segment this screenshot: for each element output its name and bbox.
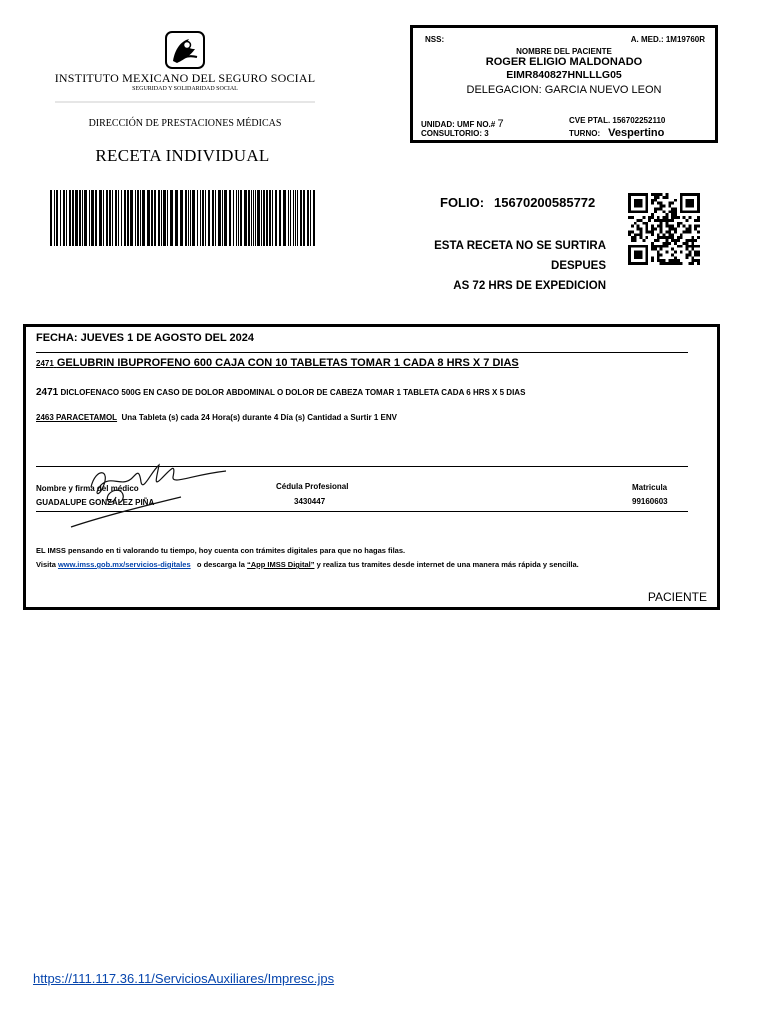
warning-line-2: AS 72 HRS DE EXPEDICION (453, 280, 606, 292)
app-name: “App IMSS Digital” (246, 560, 315, 569)
info-line-2 (36, 560, 579, 569)
info-mid: o descarga la (196, 560, 245, 569)
patient-name-label: NOMBRE DEL PACIENTE (516, 47, 612, 56)
rx-item-3-name: 2463 PARACETAMOL (36, 413, 118, 422)
footer-url-link[interactable]: https://111.117.36.11/ServiciosAuxiliares/Impresc.jps (33, 971, 335, 986)
cedula-value: 3430447 (294, 497, 326, 506)
doctor-name: GUADALUPE GONZALEZ PIÑA (36, 498, 155, 507)
matricula-value: 99160603 (632, 497, 668, 506)
patient-name: ROGER ELIGIO MALDONADO (485, 56, 643, 68)
turno (569, 127, 664, 139)
qr-code-image (628, 193, 700, 265)
rx-item-1 (36, 357, 519, 369)
folio (440, 195, 595, 210)
info-visita: Visita (36, 560, 56, 569)
folio-label: FOLIO: (440, 195, 485, 210)
servicios-digitales-link[interactable]: www.imss.gob.mx/servicios-digitales (57, 560, 191, 569)
nss-label: NSS: (425, 35, 445, 44)
rx-item-2-code: 2471 (36, 387, 59, 398)
expiry-warning (380, 236, 606, 296)
cve-ptal: CVE PTAL. 156702252110 (569, 116, 666, 125)
folio-number: 15670200585772 (494, 195, 596, 210)
divider (36, 352, 688, 353)
delegation: DELEGACION: GARCIA NUEVO LEON (466, 84, 662, 96)
warning-line-1: ESTA RECETA NO SE SURTIRA DESPUES (434, 240, 606, 272)
patient-curp: EIMR840827HNLLLG05 (506, 69, 622, 81)
info-line-1: EL IMSS pensando en ti valorando tu tiempo, hoy cuenta con trámites digitales para que no hagas filas. (36, 546, 406, 555)
rx-item-1-code: 2471 (36, 359, 54, 368)
doctor-signature-image (41, 457, 241, 532)
imss-eagle-logo-icon (165, 31, 205, 69)
turno-label: TURNO: (569, 129, 601, 138)
copy-label: PACIENTE (647, 590, 707, 604)
rx-item-3-text: Una Tableta (s) cada 24 Hora(s) durante 4 Día (s) Cantidad a Surtir 1 ENV (121, 413, 397, 422)
unit-label-text: UNIDAD: UMF NO.# (421, 120, 496, 129)
header-divider (55, 101, 315, 103)
prescription-date: FECHA: JUEVES 1 DE AGOSTO DEL 2024 (36, 332, 255, 344)
info-end: y realiza tus tramites desde internet de una manera más rápida y sencilla. (316, 560, 579, 569)
consultorio: CONSULTORIO: 3 (421, 129, 489, 138)
page-title: RECETA INDIVIDUAL (95, 146, 270, 165)
prescription-box (23, 324, 720, 610)
rx-item-2 (36, 387, 525, 398)
cedula-label: Cédula Profesional (276, 482, 349, 491)
rx-item-3 (36, 413, 397, 422)
barcode-image (50, 190, 316, 246)
turno-value: Vespertino (608, 127, 665, 139)
direccion-label: DIRECCIÓN DE PRESTACIONES MÉDICAS (88, 118, 282, 129)
unit-value: 7 (497, 118, 504, 130)
doctor-label: Nombre y firma del médico (36, 484, 139, 493)
rx-item-1-text: GELUBRIN IBUPROFENO 600 CAJA CON 10 TABLETAS TOMAR 1 CADA 8 HRS X 7 DIAS (56, 357, 519, 369)
patient-info-box (410, 25, 718, 143)
institution-motto: SEGURIDAD Y SOLIDARIDAD SOCIAL (132, 86, 238, 92)
medical-assignment: A. MED.: 1M19760R (630, 35, 705, 44)
institution-name: INSTITUTO MEXICANO DEL SEGURO SOCIAL (54, 71, 316, 85)
rx-item-2-text: DICLOFENACO 500G EN CASO DE DOLOR ABDOMINAL O DOLOR DE CABEZA TOMAR 1 TABLETA CADA 6 HRS X 5 DIAS (60, 388, 526, 397)
matricula-label: Matricula (632, 483, 668, 492)
